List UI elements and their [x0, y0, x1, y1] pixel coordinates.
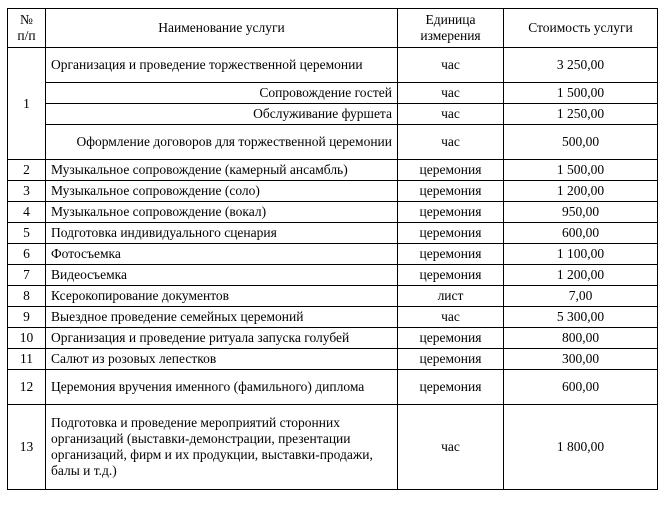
service-price: 500,00 [504, 125, 658, 160]
table-row [8, 125, 658, 160]
service-price: 300,00 [504, 349, 658, 370]
service-name: Фотосъемка [46, 244, 398, 265]
service-name: Музыкальное сопровождение (камерный ансамбль) [46, 160, 398, 181]
service-unit: час [398, 48, 504, 83]
header-unit [398, 9, 504, 48]
service-unit: час [398, 104, 504, 125]
service-name: Ксерокопирование документов [46, 286, 398, 307]
service-price: 600,00 [504, 370, 658, 405]
service-unit: час [398, 125, 504, 160]
header-num-line2: п/п [17, 28, 36, 43]
row-num: 11 [8, 349, 46, 370]
service-name: Подготовка индивидуального сценария [46, 223, 398, 244]
header-unit-line1: Единица [425, 12, 476, 27]
table-row [8, 286, 658, 307]
service-name: Видеосъемка [46, 265, 398, 286]
table-row [8, 202, 658, 223]
service-price: 1 100,00 [504, 244, 658, 265]
service-unit: час [398, 307, 504, 328]
service-name: Организация и проведение торжественной церемонии [46, 48, 398, 83]
service-price: 1 500,00 [504, 160, 658, 181]
row-num: 7 [8, 265, 46, 286]
header-row [8, 9, 658, 48]
service-name: Музыкальное сопровождение (соло) [46, 181, 398, 202]
service-unit: церемония [398, 328, 504, 349]
service-price: 800,00 [504, 328, 658, 349]
service-price: 3 250,00 [504, 48, 658, 83]
header-price: Стоимость услуги [504, 9, 658, 48]
service-unit: церемония [398, 349, 504, 370]
row-num: 4 [8, 202, 46, 223]
service-price: 1 500,00 [504, 83, 658, 104]
row-num: 6 [8, 244, 46, 265]
service-unit: церемония [398, 160, 504, 181]
row-num: 8 [8, 286, 46, 307]
row-num: 3 [8, 181, 46, 202]
service-price: 5 300,00 [504, 307, 658, 328]
service-price: 1 800,00 [504, 405, 658, 490]
service-price: 1 200,00 [504, 265, 658, 286]
service-price: 950,00 [504, 202, 658, 223]
row-num: 10 [8, 328, 46, 349]
service-unit: лист [398, 286, 504, 307]
header-name: Наименование услуги [46, 9, 398, 48]
table-row [8, 349, 658, 370]
service-unit: церемония [398, 223, 504, 244]
table-row [8, 48, 658, 83]
table-row [8, 405, 658, 490]
row-num: 9 [8, 307, 46, 328]
service-unit: церемония [398, 181, 504, 202]
table-row [8, 307, 658, 328]
service-unit: церемония [398, 202, 504, 223]
row-num: 2 [8, 160, 46, 181]
service-name: Салют из розовых лепестков [46, 349, 398, 370]
service-name: Музыкальное сопровождение (вокал) [46, 202, 398, 223]
service-unit: час [398, 405, 504, 490]
table-row [8, 265, 658, 286]
table-row [8, 104, 658, 125]
service-name: Оформление договоров для торжественной церемонии [46, 125, 398, 160]
service-name: Церемония вручения именного (фамильного) диплома [46, 370, 398, 405]
table-row [8, 83, 658, 104]
service-unit: церемония [398, 244, 504, 265]
header-unit-line2: измерения [420, 28, 481, 43]
table-row [8, 223, 658, 244]
service-name: Организация и проведение ритуала запуска голубей [46, 328, 398, 349]
service-price: 1 200,00 [504, 181, 658, 202]
services-table [7, 8, 658, 490]
row-num: 5 [8, 223, 46, 244]
service-unit: церемония [398, 370, 504, 405]
header-num-line1: № [20, 12, 33, 27]
service-price: 600,00 [504, 223, 658, 244]
price-list [7, 8, 658, 490]
table-row [8, 244, 658, 265]
service-unit: церемония [398, 265, 504, 286]
row-num: 1 [8, 48, 46, 160]
service-name: Сопровождение гостей [46, 83, 398, 104]
service-price: 1 250,00 [504, 104, 658, 125]
service-price: 7,00 [504, 286, 658, 307]
header-num [8, 9, 46, 48]
table-row [8, 160, 658, 181]
row-num: 12 [8, 370, 46, 405]
service-unit: час [398, 83, 504, 104]
service-name: Выездное проведение семейных церемоний [46, 307, 398, 328]
table-row [8, 370, 658, 405]
table-row [8, 328, 658, 349]
service-name: Обслуживание фуршета [46, 104, 398, 125]
table-row [8, 181, 658, 202]
row-num: 13 [8, 405, 46, 490]
service-name: Подготовка и проведение мероприятий сторонних организаций (выставки-демонстрации, презентации организаций, фирм и их продукции, выставки-продажи, балы и т.д.) [46, 405, 398, 490]
